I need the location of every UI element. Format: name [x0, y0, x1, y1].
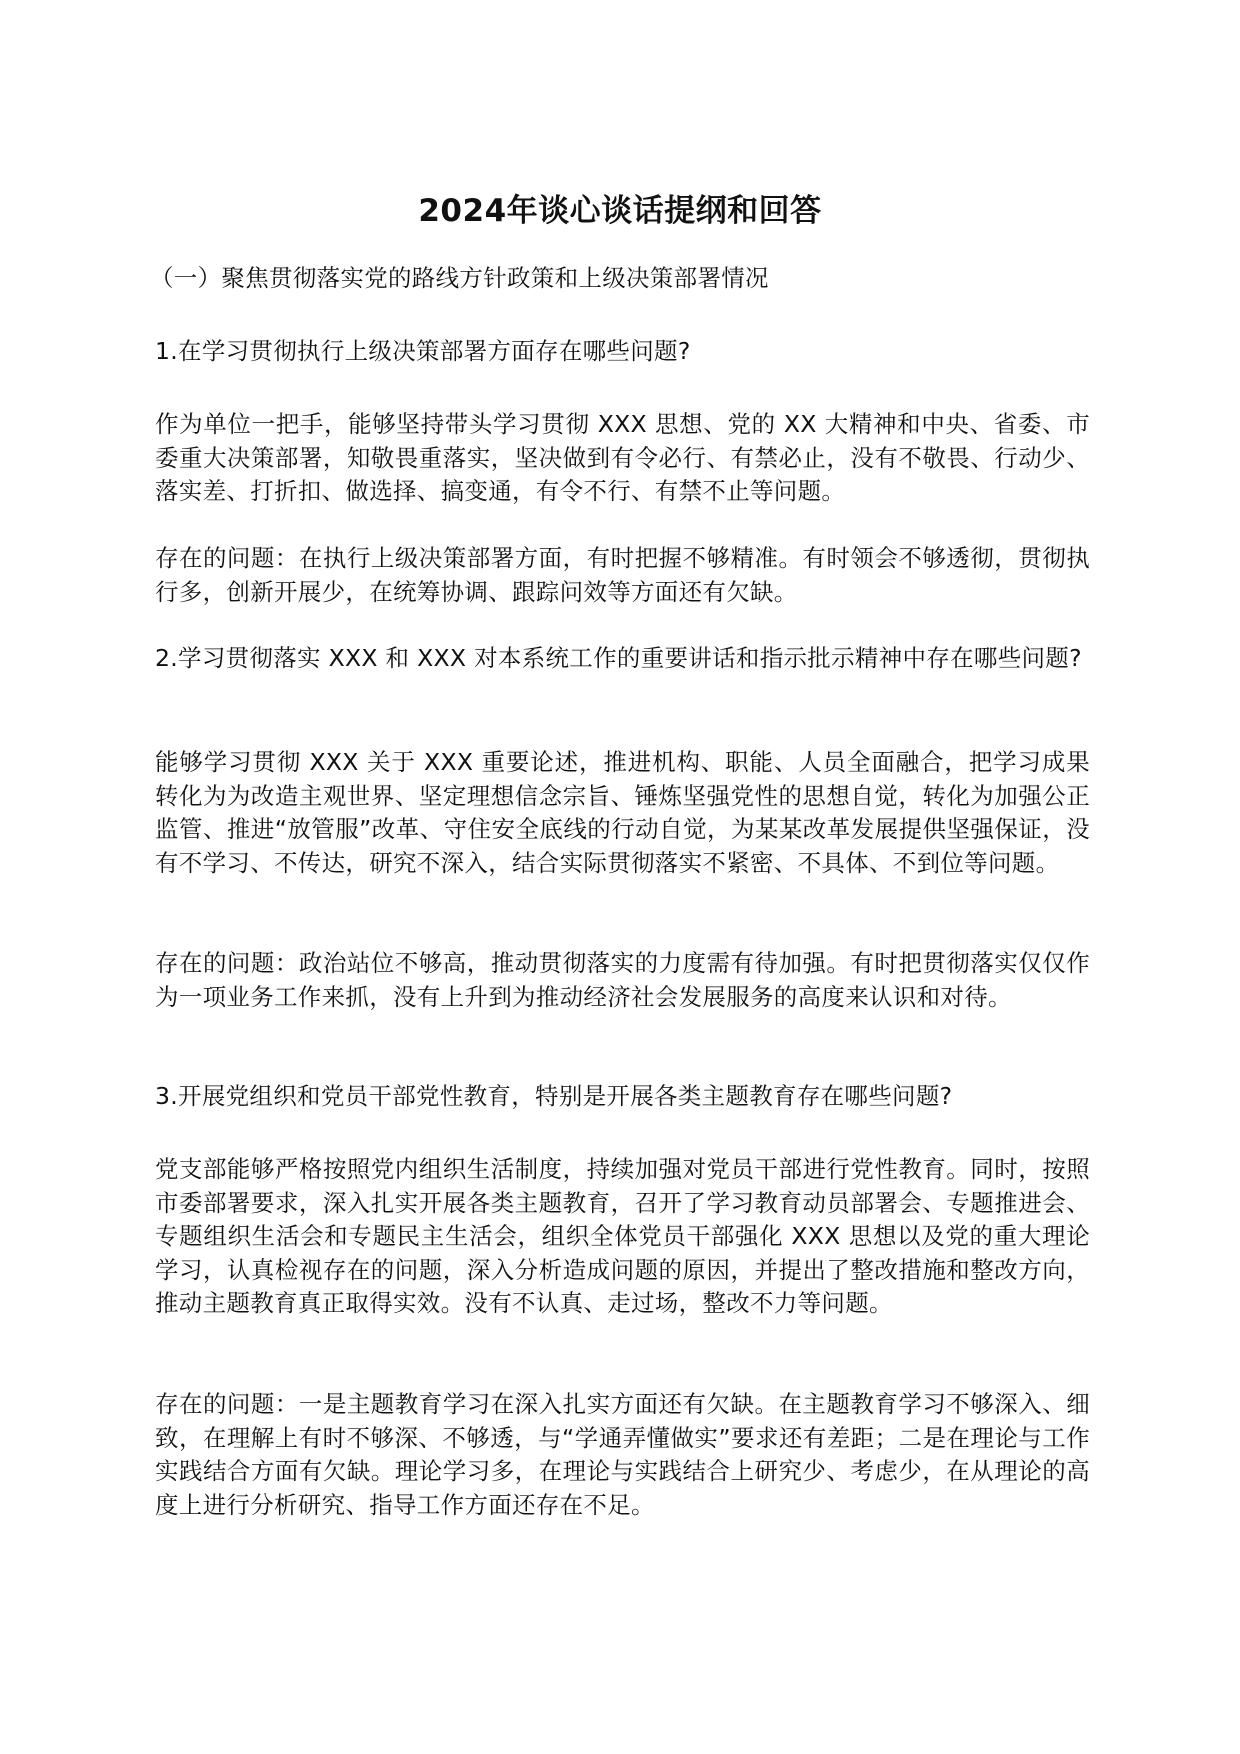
document-title: 2024年谈心谈话提纲和回答	[418, 193, 822, 229]
problem-3: 存在的问题：一是主题教育学习在深入扎实方面还有欠缺。在主题教育学习不够深入、细致，在理解上有时不够深、不够透，与“学通弄懂做实”要求还有差距；二是在理论与工作实践结合方面有欠缺。理论学习多，在理论与实践结合上研究少、考虑少，在从理论的高度上进行分析研究、指导工作方面还存在不足。	[155, 1390, 1090, 1519]
problem-2: 存在的问题：政治站位不够高，推动贯彻落实的力度需有待加强。有时把贯彻落实仅仅作为一项业务工作来抓，没有上升到为推动经济社会发展服务的高度来认识和对待。	[155, 949, 1090, 1011]
question-2: 2.学习贯彻落实 XXX 和 XXX 对本系统工作的重要讲话和指示批示精神中存在哪些问题?	[155, 644, 1082, 672]
question-3: 3.开展党组织和党员干部党性教育，特别是开展各类主题教育存在哪些问题?	[155, 1082, 953, 1110]
problem-1: 存在的问题：在执行上级决策部署方面，有时把握不够精准。有时领会不够透彻，贯彻执行多，创新开展少，在统筹协调、跟踪问效等方面还有欠缺。	[155, 544, 1090, 606]
question-1: 1.在学习贯彻执行上级决策部署方面存在哪些问题?	[155, 337, 691, 365]
answer-2: 能够学习贯彻 XXX 关于 XXX 重要论述，推进机构、职能、人员全面融合，把学习成果转化为为改造主观世界、坚定理想信念宗旨、锤炼坚强党性的思想自觉，转化为加强公正监管、推进“放管服”改革、守住安全底线的行动自觉，为某某改革发展提供坚强保证，没有不学习、不传达，研究不深入，结合实际贯彻落实不紧密、不具体、不到位等问题。	[155, 748, 1090, 877]
answer-3: 党支部能够严格按照党内组织生活制度，持续加强对党员干部进行党性教育。同时，按照市委部署要求，深入扎实开展各类主题教育，召开了学习教育动员部署会、专题推进会、专题组织生活会和专题民主生活会，组织全体党员干部强化 XXX 思想以及党的重大理论学习，认真检视存在的问题，深入分析造成问题的原因，并提出了整改措施和整改方向，推动主题教育真正取得实效。没有不认真、走过场，整改不力等问题。	[155, 1155, 1090, 1317]
section-heading: （一）聚焦贯彻落实党的路线方针政策和上级决策部署情况	[150, 264, 769, 292]
answer-1: 作为单位一把手，能够坚持带头学习贯彻 XXX 思想、党的 XX 大精神和中央、省委、市委重大决策部署，知敬畏重落实，坚决做到有令必行、有禁必止，没有不敬畏、行动少、落实差、打折扣、做选择、搞变通，有令不行、有禁不止等问题。	[155, 410, 1090, 505]
